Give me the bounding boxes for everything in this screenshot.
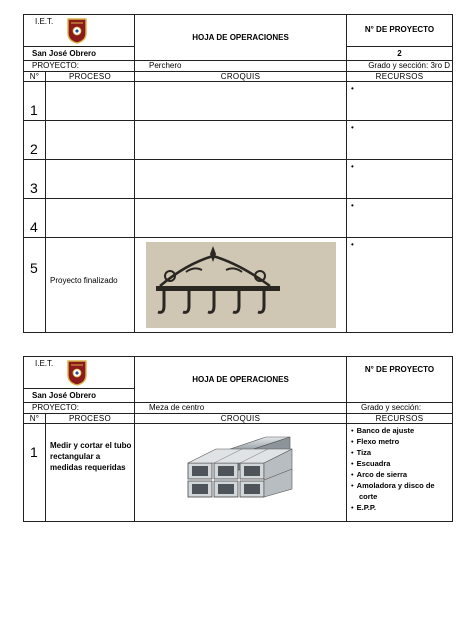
grade-section: Grado y sección: 3ro D (347, 61, 453, 72)
row-number: 1 (24, 424, 46, 522)
sketch-cell (135, 238, 347, 333)
table-row (24, 82, 453, 121)
project-label: PROYECTO: (24, 403, 135, 414)
list-item: • Flexo metro (351, 436, 452, 447)
row-number: 5 (24, 238, 46, 333)
col-header-sketch: CROQUIS (135, 414, 347, 424)
resources-cell: • (347, 238, 453, 333)
operations-table-2 (23, 356, 453, 522)
list-item: • Arco de sierra (351, 469, 452, 480)
school-header (24, 357, 135, 389)
operations-sheet-2 (23, 356, 452, 522)
coat-rack-photo (146, 242, 336, 328)
project-name: Perchero (135, 61, 347, 72)
sketch-cell (135, 160, 347, 199)
process-cell: Medir y cortar el tubo rectangular a medidas requeridas (46, 424, 135, 522)
row-number: 4 (24, 199, 46, 238)
sketch-cell (135, 121, 347, 160)
col-header-process: PROCESO (46, 72, 135, 82)
project-number-label: N° DE PROYECTO (347, 15, 453, 47)
resources-cell: • (347, 121, 453, 160)
list-item: • Banco de ajuste (351, 425, 452, 436)
list-item: • Tiza (351, 447, 452, 458)
table-row (24, 238, 453, 333)
sketch-cell (135, 424, 347, 522)
table-row (24, 121, 453, 160)
school-header (24, 15, 135, 47)
resources-cell (347, 424, 453, 522)
sketch-cell (135, 82, 347, 121)
table-row (24, 424, 453, 522)
school-crest-icon (67, 360, 87, 386)
sketch-cell (135, 199, 347, 238)
table-row (24, 160, 453, 199)
resources-cell: • (347, 199, 453, 238)
school-name: San José Obrero (24, 389, 135, 403)
project-label: PROYECTO: (24, 61, 135, 72)
sheet-title: HOJA DE OPERACIONES (135, 357, 347, 403)
school-name: San José Obrero (24, 47, 135, 61)
school-abbrev: I.E.T. (35, 359, 54, 368)
process-cell (46, 82, 135, 121)
row-number: 2 (24, 121, 46, 160)
rectangular-tubes-photo (186, 433, 296, 513)
process-cell (46, 199, 135, 238)
row-number: 3 (24, 160, 46, 199)
resources-cell: • (347, 160, 453, 199)
operations-sheet-1 (23, 14, 452, 333)
project-name: Meza de centro (135, 403, 347, 414)
process-cell (46, 160, 135, 199)
col-header-sketch: CROQUIS (135, 72, 347, 82)
process-cell (46, 121, 135, 160)
school-crest-icon (67, 18, 87, 44)
col-header-num: N° (24, 72, 46, 82)
grade-section: Grado y sección: (347, 403, 453, 414)
process-cell: Proyecto finalizado (46, 238, 135, 333)
project-number: 2 (347, 47, 453, 61)
project-number-label: N° DE PROYECTO (347, 357, 453, 403)
table-row (24, 199, 453, 238)
resources-list (347, 425, 452, 513)
school-abbrev: I.E.T. (35, 17, 54, 26)
col-header-resources: RECURSOS (347, 72, 453, 82)
col-header-process: PROCESO (46, 414, 135, 424)
col-header-resources: RECURSOS (347, 414, 453, 424)
list-item: • Escuadra (351, 458, 452, 469)
row-number: 1 (24, 82, 46, 121)
list-item: • E.P.P. (351, 502, 452, 513)
list-item: • Amoladora y disco de corte (351, 480, 452, 502)
resources-cell: • (347, 82, 453, 121)
col-header-num: N° (24, 414, 46, 424)
operations-table-1 (23, 14, 453, 333)
sheet-title: HOJA DE OPERACIONES (135, 15, 347, 61)
